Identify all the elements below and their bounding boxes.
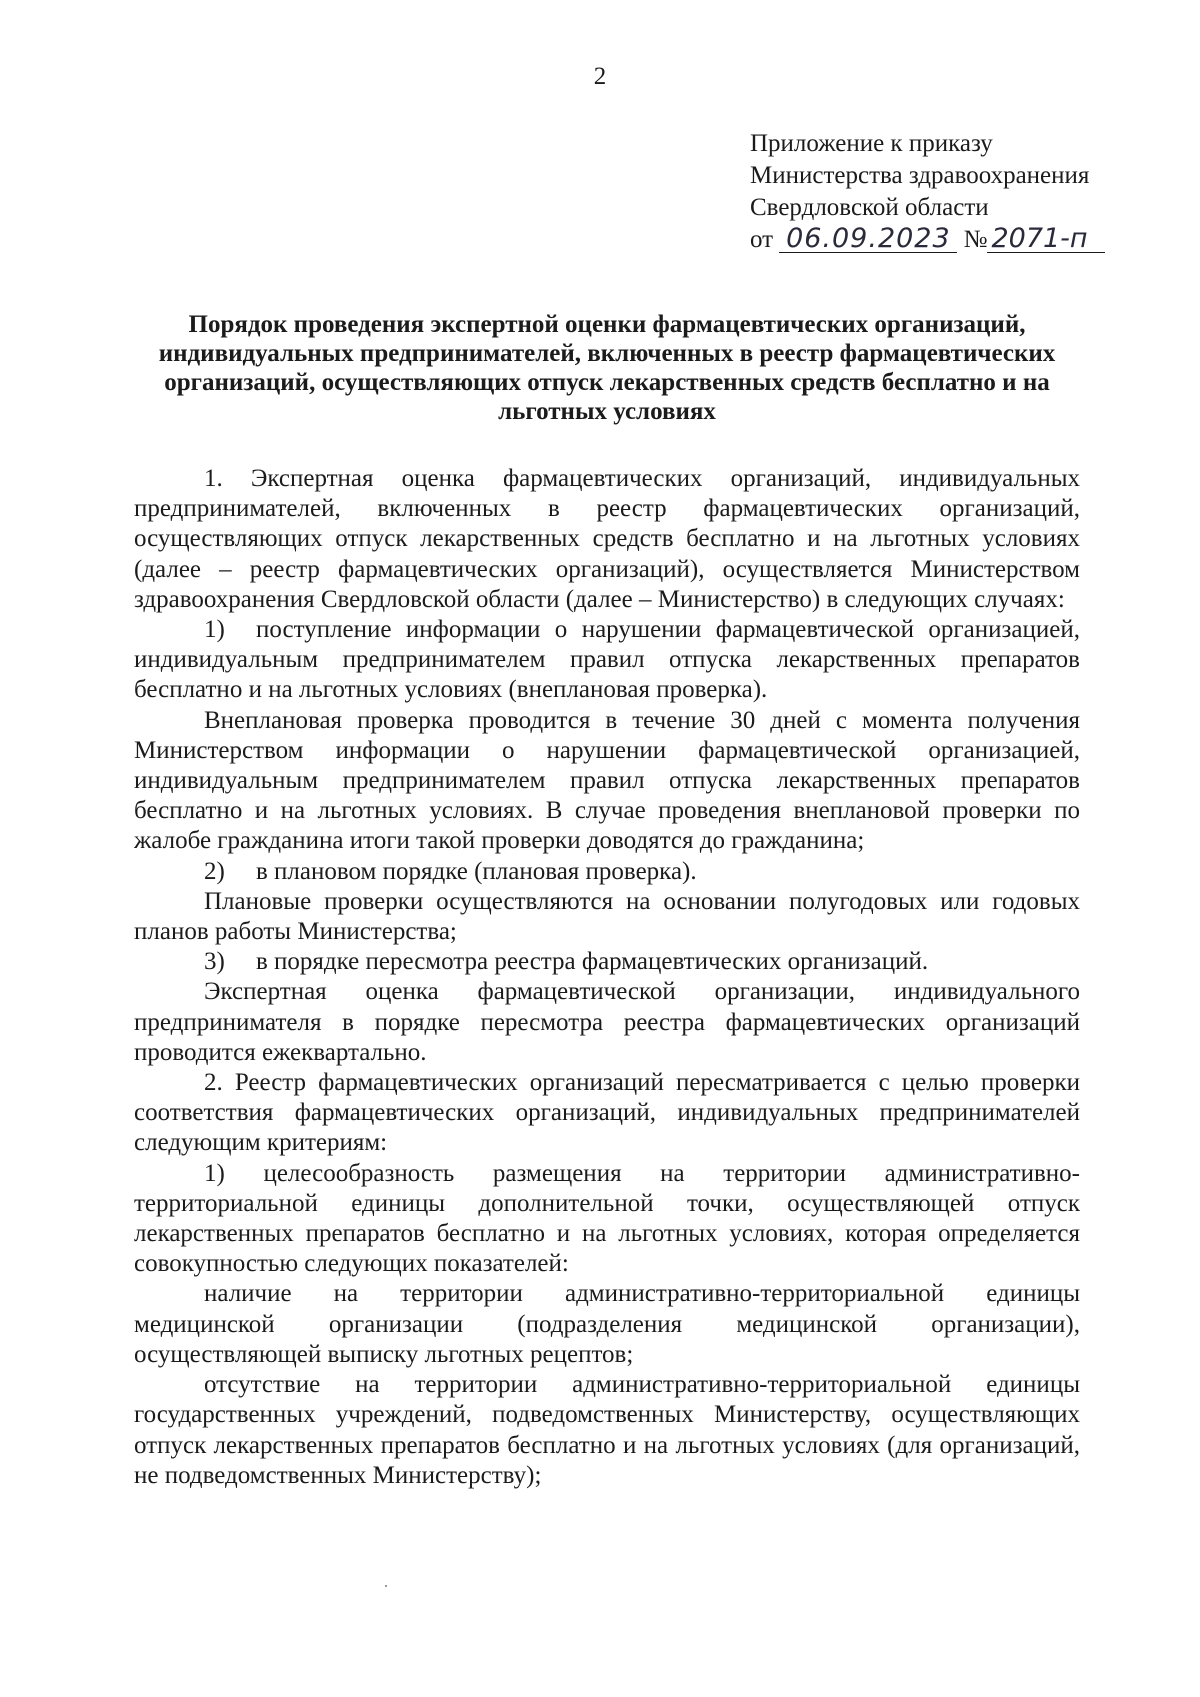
appendix-line-2: Министерства здравоохранения [750,162,1090,189]
list-item-3 [134,947,1080,977]
list-item-2 [134,857,1080,887]
list-item-1-text: поступление информации о нарушении фармацевтической организацией, индивидуальным предпринимателем правил отпуска лекарственных препаратов бесплатно и на льготных условиях (внеплановая проверка). [134,616,1080,704]
list-item-2-text: в плановом порядке (плановая проверка). [256,857,697,885]
list-marker-3: 3) [204,948,225,976]
paragraph-4: Экспертная оценка фармацевтической организации, индивидуального предпринимателя в порядке пересмотра реестра фармацевтических организаций проводится ежеквартально. [134,978,1080,1066]
scan-speck [385,1585,387,1587]
page-number: 2 [593,63,607,90]
paragraph-3: Плановые проверки осуществляются на основании полугодовых или годовых планов работы Министерства; [134,887,1080,946]
appendix-line-1: Приложение к приказу [750,130,993,157]
paragraph-7: наличие на территории административно-территориальной единицы медицинской организации (подразделения медицинской организации), осуществляющей выписку льготных рецептов; [134,1280,1080,1368]
document-title: Порядок проведения экспертной оценки фармацевтических организаций, индивидуальных предпринимателей, включенных в реестр фармацевтических организаций, осуществляющих отпуск лекарственных средств бесплатно и на льготных условиях [158,311,1056,425]
paragraph-5: 2. Реестр фармацевтических организаций пересматривается с целью проверки соответствия фармацевтических организаций, индивидуальных предпринимателей следующим критериям: [134,1069,1080,1157]
list-item-1 [134,615,1080,706]
handwritten-date: 06.09.2023 [779,226,957,253]
paragraph-1: 1. Экспертная оценка фармацевтических организаций, индивидуальных предпринимателей, включенных в реестр фармацевтических организаций, осуществляющих отпуск лекарственных средств бесплатно и на льготных условиях (далее – реестр фармацевтических организаций), осуществляется Министерством здравоохранения Свердловской области (далее – Министерство) в следующих случаях: [134,465,1080,613]
document-body [134,464,1080,1491]
list-marker-2: 2) [204,857,225,885]
appendix-header [750,128,1170,256]
handwritten-number: 2071-п [987,226,1105,253]
list-marker-1: 1) [204,616,225,644]
date-prefix: от [750,226,774,253]
appendix-date-line [750,224,1170,256]
number-prefix: № [963,226,988,253]
paragraph-6: 1) целесообразность размещения на территории административно-территориальной единицы дополнительной точки, осуществляющей отпуск лекарственных препаратов бесплатно и на льготных условиях, которая определяется совокупностью следующих показателей: [134,1159,1080,1278]
list-item-3-text: в порядке пересмотра реестра фармацевтических организаций. [256,948,929,976]
paragraph-2: Внеплановая проверка проводится в течение 30 дней с момента получения Министерством информации о нарушении фармацевтической организацией, индивидуальным предпринимателем правил отпуска лекарственных препаратов бесплатно и на льготных условиях. В случае проведения внеплановой проверки по жалобе гражданина итоги такой проверки доводятся до гражданина; [134,706,1080,855]
appendix-line-3: Свердловской области [750,194,989,221]
paragraph-8: отсутствие на территории административно-территориальной единицы государственных учреждений, подведомственных Министерству, осуществляющих отпуск лекарственных препаратов бесплатно и на льготных условиях (для организаций, не подведомственных Министерству); [134,1371,1080,1489]
